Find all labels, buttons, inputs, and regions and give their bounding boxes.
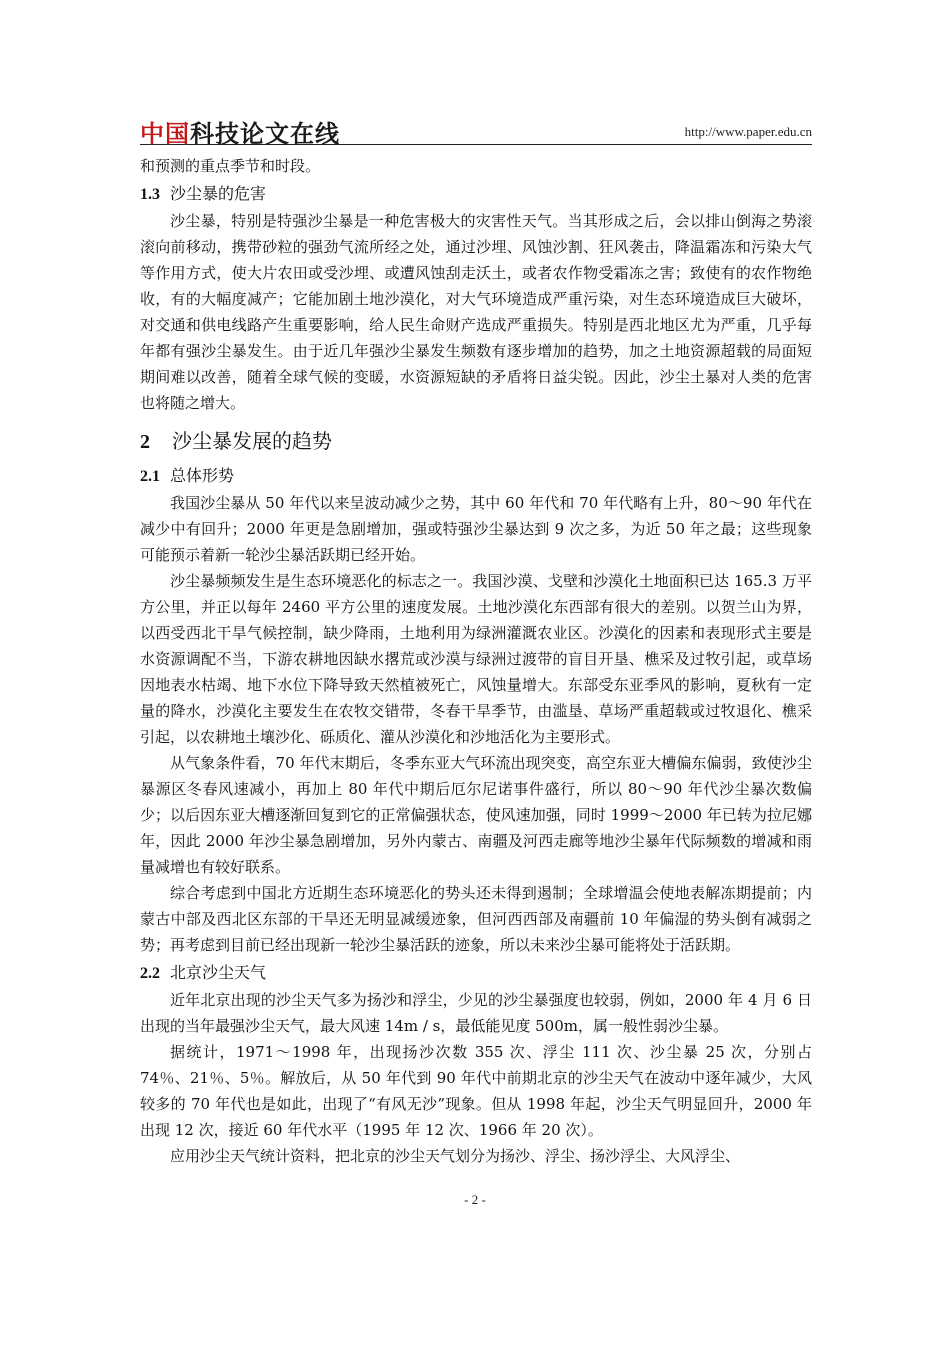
paragraph: 近年北京出现的沙尘天气多为扬沙和浮尘，少见的沙尘暴强度也较弱，例如，2000 年 4 月 6 日出现的当年最强沙尘天气，最大风速 14m / s，最低能见度 500m，属一般性弱沙尘暴。 bbox=[140, 991, 812, 1035]
paragraph: 据统计，1971～1998 年，出现扬沙次数 355 次、浮尘 111 次、沙尘暴 25 次，分别占 74％、21％、5％。解放后，从 50 年代到 90 年代中前期北京的沙尘天气在波动中逐年减少，大风较多的 70 年代也是如此，出现了“有风无沙”现象。但从 1998 年起，沙尘天气明显回升，2000 年出现 12 次，接近 60 年代水平（1995 年 12 次、1966 年 20 次）。 bbox=[140, 1043, 812, 1139]
section-heading-2 bbox=[140, 426, 812, 457]
section-title: 总体形势 bbox=[170, 466, 235, 485]
section-number: 2.2 bbox=[140, 965, 160, 982]
section-heading-2-2 bbox=[140, 960, 812, 987]
article-body bbox=[140, 153, 812, 1169]
section-title: 北京沙尘天气 bbox=[170, 963, 267, 982]
logo-red-text: 中国 bbox=[140, 120, 190, 148]
section-title: 沙尘暴的危害 bbox=[170, 184, 267, 203]
section-heading-1-3 bbox=[140, 181, 812, 208]
section-number: 1.3 bbox=[140, 186, 160, 203]
paragraph: 沙尘暴，特别是特强沙尘暴是一种危害极大的灾害性天气。当其形成之后，会以排山倒海之势滚滚向前移动，携带砂粒的强劲气流所经之处，通过沙埋、风蚀沙割、狂风袭击，降温霜冻和污染大气等作用方式，使大片农田或受沙埋、或遭风蚀刮走沃土，或者农作物受霜冻之害；致使有的农作物绝收，有的大幅度减产；它能加剧土地沙漠化，对大气环境造成严重污染，对生态环境造成巨大破坏，对交通和供电线路产生重要影响，给人民生命财产选成严重损失。特别是西北地区尤为严重，几乎每年都有强沙尘暴发生。由于近几年强沙尘暴发生频数有逐步增加的趋势，加之土地资源超载的局面短期间难以改善，随着全球气候的变暖，水资源短缺的矛盾将日益尖锐。因此，沙尘土暴对人类的危害也将随之增大。 bbox=[140, 212, 812, 412]
paragraph: 应用沙尘天气统计资料，把北京的沙尘天气划分为扬沙、浮尘、扬沙浮尘、大风浮尘、 bbox=[170, 1147, 741, 1165]
logo-dark-text: 科技论文在线 bbox=[190, 120, 340, 148]
paragraph: 从气象条件看，70 年代末期后，冬季东亚大气环流出现突变，高空东亚大槽偏东偏弱，致使沙尘暴源区冬春风速减小，再加上 80 年代中期后厄尔尼诺事件盛行，所以 80～90 年代沙尘暴次数偏少；以后因东亚大槽逐渐回复到它的正常偏强状态，使风速加强，同时 1999～2000 年已转为拉尼娜年，因此 2000 年沙尘暴急剧增加，另外内蒙古、南疆及河西走廊等地沙尘暴年代际频数的增减和雨量减增也有较好联系。 bbox=[140, 754, 812, 876]
paragraph: 我国沙尘暴从 50 年代以来呈波动减少之势，其中 60 年代和 70 年代略有上升，80～90 年代在减少中有回升；2000 年更是急剧增加，强或特强沙尘暴达到 9 次之多，为近 50 年之最；这些现象可能预示着新一轮沙尘暴活跃期已经开始。 bbox=[140, 494, 812, 564]
paragraph: 综合考虑到中国北方近期生态环境恶化的势头还未得到遏制；全球增温会使地表解冻期提前；内蒙古中部及西北区东部的干旱还无明显减缓迹象，但河西西部及南疆前 10 年偏湿的势头倒有减弱之势；再考虑到目前已经出现新一轮沙尘暴活跃的迹象，所以未来沙尘暴可能将处于活跃期。 bbox=[140, 884, 812, 954]
paragraph-continued: 和预测的重点季节和时段。 bbox=[140, 157, 321, 175]
page-header bbox=[140, 110, 812, 148]
section-number: 2.1 bbox=[140, 468, 160, 485]
journal-logo bbox=[140, 114, 340, 148]
section-heading-2-1 bbox=[140, 463, 812, 490]
page-number: - 2 - bbox=[464, 1192, 486, 1207]
section-number: 2 bbox=[140, 431, 150, 453]
header-url[interactable]: http://www.paper.edu.cn bbox=[684, 124, 812, 139]
section-title: 沙尘暴发展的趋势 bbox=[172, 429, 332, 453]
paragraph: 沙尘暴频频发生是生态环境恶化的标志之一。我国沙漠、戈壁和沙漠化土地面积已达 165.3 万平方公里，并正以每年 2460 平方公里的速度发展。土地沙漠化东西部有很大的差别。以贺兰山为界，以西受西北干旱气候控制，缺少降雨，土地利用为绿洲灌溉农业区。沙漠化的因素和表现形式主要是水资源调配不当，下游农耕地因缺水撂荒或沙漠与绿洲过渡带的盲目开垦、樵采及过牧引起，或草场因地表水枯竭、地下水位下降导致天然植被死亡，风蚀量增大。东部受东亚季风的影响，夏秋有一定量的降水，沙漠化主要发生在农牧交错带，冬春干旱季节，由滥垦、草场严重超载或过牧退化、樵采引起，以农耕地土壤沙化、砾质化、灌从沙漠化和沙地活化为主要形式。 bbox=[140, 572, 812, 746]
